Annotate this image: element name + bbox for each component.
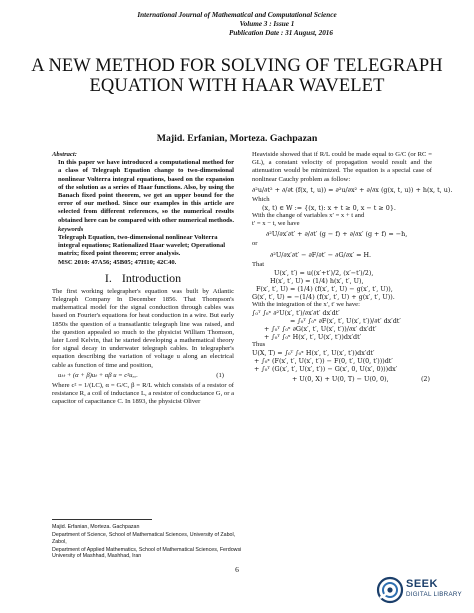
footnote-affiliation-1: Department of Science, School of Mathematical Sciences, University of Zabol, Zabol, [52,532,236,545]
which-label: Which [252,195,270,203]
solution-line-2: + ∫₀ˣ (F(x′, t′, U(x′, t′)) − F(0, t′, U(0, t′)))dt′ [254,357,393,366]
journal-name: International Journal of Mathematical and Computational Science [137,11,337,19]
or-label: or [252,240,258,248]
footnote-authors: Majid. Erfanian, Morteza. Gachpazan [52,524,140,530]
logo-subtitle: DIGITAL LIBRARY [406,591,462,598]
transformed-equation-a: ∂²U/∂x′∂t′ + ∂/∂t′ (g − f) + ∂/∂x′ (g + f) = −h, [266,230,408,239]
footnote-affiliation-2: Department of Applied Mathematics, School of Mathematical Sciences, Ferdowsi University of Mashhad, Mashhad, Iran [52,546,242,560]
logo-name: SEEK [406,578,438,590]
section-heading-introduction [52,271,234,285]
msc-codes: MSC 2010: 47A56; 45B05; 47H10; 42C40. [58,258,177,266]
that-label: That [252,260,265,268]
thus-label: Thus [252,341,266,349]
integral-rhs-2: + ∫₀ᵀ ∫₀ˣ ∂G(x′, t′, U(x′, t′))/∂x′ dx′dt′ [264,325,377,334]
definition-F: F(x′, t′, U) = (1/4) (f(x′, t′, U) − g(x′, t′, U)), [256,284,393,293]
left-column [52,151,234,407]
definition-U: U(x′, t′) = u((x′+t′)/2, (x′−t′)/2), [274,268,374,277]
integral-rhs-3: + ∫₀ᵀ ∫₀ˣ H(x′, t′, U(x′, t′))dx′dt′ [264,333,362,342]
domain-definition: (x, t) ∈ W := {(x, t): x + t ≥ 0, x − t ≥ 0}. [262,204,396,213]
publication-date: Publication Date : 31 August, 2016 [229,29,333,37]
abstract-text: In this paper we have introduced a computational method for a class of Telegraph Equation change to two-dimensional nonlinear Volterra integral equations, based on the expansion of the solution as a series of Haar functions. Also, by using the Banach fixed point theorem, we get an upper bound for the error of our method. Since our examples in this article are selected from different references, so the numerical results obtained here can be compared with other numerical methods. [58,159,235,224]
keywords-label: keywords [58,225,84,233]
definition-H: H(x′, t′, U) = (1/4) h(x′, t′, U), [270,276,364,285]
right-column [252,151,453,385]
cauchy-pde: ∂²u/∂t² + ∂/∂t (f(x, t, u)) = ∂²u/∂x² + ∂/∂x (g(x, t, u)) + h(x, t, u). [252,185,453,194]
keywords-text: Telegraph Equation, two-dimensional nonlinear Volterra integral equations; Rationalized Haar wavelet; Operational matrix; fixed point theorem; error analysis. [58,234,226,258]
page-number: 6 [235,565,239,574]
intro-paragraph-2: Where c² = 1/(LC), α = G/C, β = R/L which consists of a resistor of resistance R, a coil of inductance L, a resistor of conductance G, or a capacitor of capacitance C. In 1893, the physicist Oliver [52,382,234,406]
equation-2-tag: (2) [420,375,430,384]
intro-paragraph-1: The first working telegrapher's equation was built by Atlantic Telegraph Company In December 1856. That Thompson's mathematical model for the signal conduction through cables was based on Fourier's equations for heat conduction in a wire. But early 1850s the question of a transatlantic telegraph line was raised, and the question appealed so much to the physicist William Thomson, later Lord Kelvin, that he started developing a mathematical theory for signal decay in underwater telegraph cables. In telegrapher's equation describing the variation of voltage u along an electrical cable as function of time and position, [52,287,234,369]
definition-G: G(x′, t′, U) = −(1/4) (f(x′, t′, U) + g(x′, t′, U)). [252,292,395,301]
change-of-variables: With the change of variables x′ = x + t and [252,212,365,220]
integral-lhs: ∫₀ᵀ ∫₀ˣ ∂²U(x′, t′)/∂x′∂t′ dx′dt′ [252,309,340,318]
paper-title: A NEW METHOD FOR SOLVING OF TELEGRAPH EQUATION WITH HAAR WAVELET [31,56,443,96]
solution-line-4 [252,375,432,383]
solution-line-1: U(X, T) = ∫₀ᵀ ∫₀ˣ H(x′, t′, U(x′, t′))dx′dt′ [252,349,375,358]
paper-authors: Majid. Erfanian, Morteza. Gachpazan [156,133,318,144]
integral-rhs-1: = ∫₀ᵀ ∫₀ˣ ∂F(x′, t′, U(x′, t′))/∂t′ dx′dt′ [290,317,401,326]
solution-line-3: + ∫₀ᵀ (G(x′, t′, U(x′, t′)) − G(x′, 0, U(x′, 0)))dx′ [254,365,398,374]
equation-1 [52,372,234,380]
seek-logo-icon [376,574,404,606]
abstract-label: Abstract: [52,151,77,158]
heaviside-paragraph: Heaviside showed that if R/L could be made equal to G/C (or RC = GL), a constant velocity of propagation would result and the attenuation would be minimized. The equation is a special case of nonlinear Cauchy problem as follow: [252,151,432,183]
footnote [52,524,242,561]
journal-volume: Volume 3 : Issue 1 [239,20,295,28]
section-title: Introduction [121,270,182,285]
footnote-rule [52,519,152,520]
seek-digital-library-logo [376,574,462,608]
equation-1-tag: (1) [216,371,224,379]
equation-1-body: uₜₜ + (α + β)uₜ + αβ u = c²uₓₓ. [58,371,138,379]
transformed-equation-b: ∂²U/∂x′∂t′ − ∂F/∂t′ − ∂G/∂x′ = H. [270,250,372,259]
t-prime-definition: t′ = x − t, we have [252,220,300,228]
solution-line-4-body: + U(0, X) + U(0, T) − U(0, 0), [292,375,389,384]
integration-sentence: With the integration of the x′, t′ we have: [252,300,360,308]
section-number: I. [104,270,112,285]
